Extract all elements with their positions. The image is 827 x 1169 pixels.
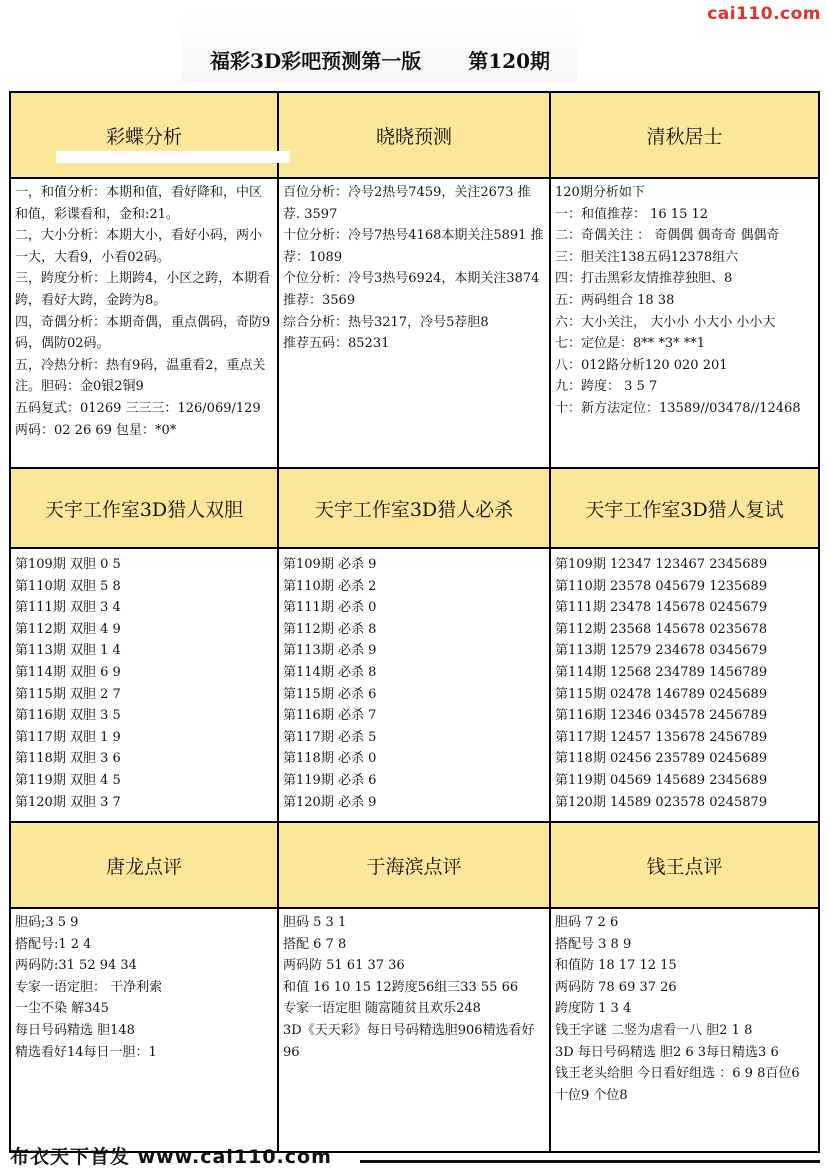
text-line: 每日号码精选 胆148: [15, 1022, 135, 1038]
footer-watermark: 布衣天下首发 www.cai110.com: [10, 1146, 332, 1168]
text-line: 第116期 12346 034578 2456789: [555, 708, 768, 724]
head-text: 天宇工作室3D猎人必杀: [314, 498, 514, 521]
page-title: [0, 45, 760, 74]
text-line: 第110期 必杀 2: [283, 578, 377, 594]
text-line: 第118期 双胆 3 6: [15, 751, 121, 767]
head-yuhaibin: 于海滨点评: [278, 822, 550, 908]
text-line: 四，奇偶分析：本期奇偶，重点偶码，奇防9码，偶防02码。: [15, 314, 271, 352]
text-line: 十位分析：冷号7热号4168本期关注5891 推荐：1089: [283, 228, 544, 265]
text-line: 一：和值推荐： 16 15 12: [555, 206, 709, 222]
text-line: 搭配 6 7 8: [283, 936, 347, 952]
text-line: 综合分析：热号3217，冷号5荐胆8: [283, 314, 489, 330]
text-line: 第119期 双胆 4 5: [15, 772, 121, 788]
tanglong-comment: [10, 908, 278, 1152]
text-line: 第117期 12457 135678 2456789: [555, 729, 768, 745]
text-line: 第111期 双胆 3 4: [15, 600, 121, 616]
head-tianyu-shuangdan: [10, 468, 278, 548]
text-line: 第115期 双胆 2 7: [15, 686, 121, 702]
issue-number: 第120期: [468, 49, 550, 73]
text-line: 胆码 7 2 6: [555, 915, 619, 930]
text-line: 第118期 02456 235789 0245689: [555, 751, 768, 767]
text-line: 第115期 02478 146789 0245689: [555, 686, 768, 702]
head-qingqiu: 清秋居士: [550, 92, 819, 178]
text-line: 第118期 必杀 0: [283, 751, 377, 767]
head-tianyu-bisha: [278, 468, 550, 548]
text-line: 跨度防 1 3 4: [555, 1001, 632, 1017]
text-line: 五码复式：01269 三三三：126/069/129 两码：02 26 69 包星：*0*: [15, 400, 265, 438]
text-line: 五：两码组合 18 38: [555, 292, 675, 308]
xiaoxiao-forecast: [278, 178, 550, 468]
text-line: 第110期 23578 045679 1235689: [555, 578, 768, 594]
text-line: 第117期 双胆 1 9: [15, 729, 121, 745]
text-line: 专家一语定胆： 干净利索: [15, 979, 163, 995]
text-line: 三：胆关注138五码12378组六: [555, 249, 739, 265]
qingqiu-analysis: [550, 178, 819, 468]
text-line: 搭配号:1 2 4: [15, 936, 92, 952]
text-line: 第112期 23568 145678 0235678: [555, 621, 768, 637]
qianwang-comment: [550, 908, 819, 1152]
text-line: 三，跨度分析：上期跨4，小区之跨，本期看跨，看好大跨，金跨为8。: [15, 271, 271, 308]
fushi-history: [550, 548, 819, 822]
text-line: 第116期 双胆 3 5: [15, 708, 121, 724]
text-line: 五，冷热分析：热有9码，温重看2，重点关注。胆码：金0银2铜9: [15, 357, 266, 395]
text-line: 二：奇偶关注 ： 奇偶偶 偶奇奇 偶偶奇: [555, 228, 780, 244]
text-line: 两码防 78 69 37 26: [555, 979, 677, 995]
text-line: 第114期 双胆 6 9: [15, 664, 121, 680]
head-text: 天宇工作室3D猎人双胆: [44, 498, 244, 521]
text-line: 第112期 双胆 4 9: [15, 621, 121, 637]
head-tanglong: 唐龙点评: [10, 822, 278, 908]
prediction-table: [9, 91, 820, 1153]
shuangdan-history: [10, 548, 278, 822]
text-line: 一，和值分析：本期和值，看好降和，中区和值，彩谍看和，金和:21。: [15, 185, 263, 222]
text-line: 第120期 14589 023578 0245879: [555, 794, 768, 810]
text-line: 两码防 51 61 37 36: [283, 958, 405, 974]
head-tianyu-fushi: [550, 468, 819, 548]
text-line: 第115期 必杀 6: [283, 686, 377, 702]
caidie-analysis: [10, 178, 278, 468]
head-text: 天宇工作室3D猎人复试: [585, 498, 784, 521]
text-line: 七：定位是：8** *3* **1: [555, 336, 706, 352]
text-line: 第113期 12579 234678 0345679: [555, 643, 768, 659]
text-line: 两码防:31 52 94 34: [15, 958, 137, 974]
text-line: 3D《天天彩》每日号码精选胆906精选看好96: [283, 1022, 535, 1060]
text-line: 第111期 23478 145678 0245679: [555, 600, 768, 616]
text-line: 第119期 04569 145689 2345689: [555, 772, 768, 788]
text-line: 第109期 12347 123467 2345689: [555, 557, 768, 572]
text-line: 和值防 18 17 12 15: [555, 958, 677, 974]
text-line: 十：新方法定位：13589//03478//12468: [555, 400, 801, 416]
text-line: 精选看好14每日一胆：1: [15, 1044, 157, 1060]
text-line: 个位分析：冷号3热号6924，本期关注3874 推荐：3569: [283, 271, 544, 308]
text-line: 第112期 必杀 8: [283, 621, 377, 637]
text-line: 第116期 必杀 7: [283, 708, 377, 724]
text-line: 第113期 双胆 1 4: [15, 643, 121, 659]
text-line: 推荐五码：85231: [283, 336, 390, 352]
text-line: 第120期 必杀 9: [283, 794, 377, 810]
text-line: 3D 每日号码精选 胆2 6 3每日精选3 6: [555, 1044, 779, 1060]
text-line: 专家一语定胆 随富随贫且欢乐248: [283, 1001, 481, 1017]
text-line: 钱王老头给胆 今日看好组选 ：6 9 8百位6 十位9 个位8: [555, 1066, 804, 1103]
text-line: 120期分析如下: [555, 185, 645, 200]
head-xiaoxiao: 晓晓预测: [278, 92, 550, 178]
text-line: 第110期 双胆 5 8: [15, 578, 121, 594]
text-line: 一尘不染 解345: [15, 1001, 109, 1017]
text-line: 第113期 必杀 9: [283, 643, 377, 659]
text-line: 九：跨度： 3 5 7: [555, 379, 658, 395]
text-line: 第119期 必杀 6: [283, 772, 377, 788]
head-caidie: 彩蝶分析: [10, 92, 278, 178]
text-line: 百位分析：冷号2热号7459，关注2673 推荐. 3597: [283, 185, 531, 222]
text-line: 二，大小分析：本期大小，看好小码，两小一大，大看9，小看02码。: [15, 228, 263, 265]
title-text: 福彩3D彩吧预测第一版: [210, 49, 422, 73]
text-line: 搭配号 3 8 9: [555, 936, 632, 952]
text-line: 第114期 12568 234789 1456789: [555, 664, 768, 680]
text-line: 八：012路分析120 020 201: [555, 357, 728, 373]
text-line: 第120期 双胆 3 7: [15, 794, 121, 810]
text-line: 第111期 必杀 0: [283, 600, 377, 616]
text-line: 和值 16 10 15 12跨度56组三33 55 66: [283, 979, 519, 995]
head-qianwang: 钱王点评: [550, 822, 819, 908]
yuhaibin-comment: [278, 908, 550, 1152]
site-watermark: cai110.com: [707, 4, 821, 24]
text-line: 胆码;3 5 9: [15, 915, 79, 930]
text-line: 第109期 双胆 0 5: [15, 557, 121, 572]
footer-rule: [360, 1160, 820, 1163]
text-line: 钱王字谜 二竖为虐看一八 胆2 1 8: [555, 1022, 753, 1038]
text-line: 四：打击黑彩友情推荐独胆、8: [555, 271, 733, 287]
redaction-strip: [56, 151, 290, 163]
text-line: 第109期 必杀 9: [283, 557, 377, 572]
text-line: 第114期 必杀 8: [283, 664, 377, 680]
text-line: 第117期 必杀 5: [283, 729, 377, 745]
text-line: 六：大小关注， 大小小 小大小 小小大: [555, 314, 776, 330]
bisha-history: [278, 548, 550, 822]
text-line: 胆码 5 3 1: [283, 915, 347, 930]
